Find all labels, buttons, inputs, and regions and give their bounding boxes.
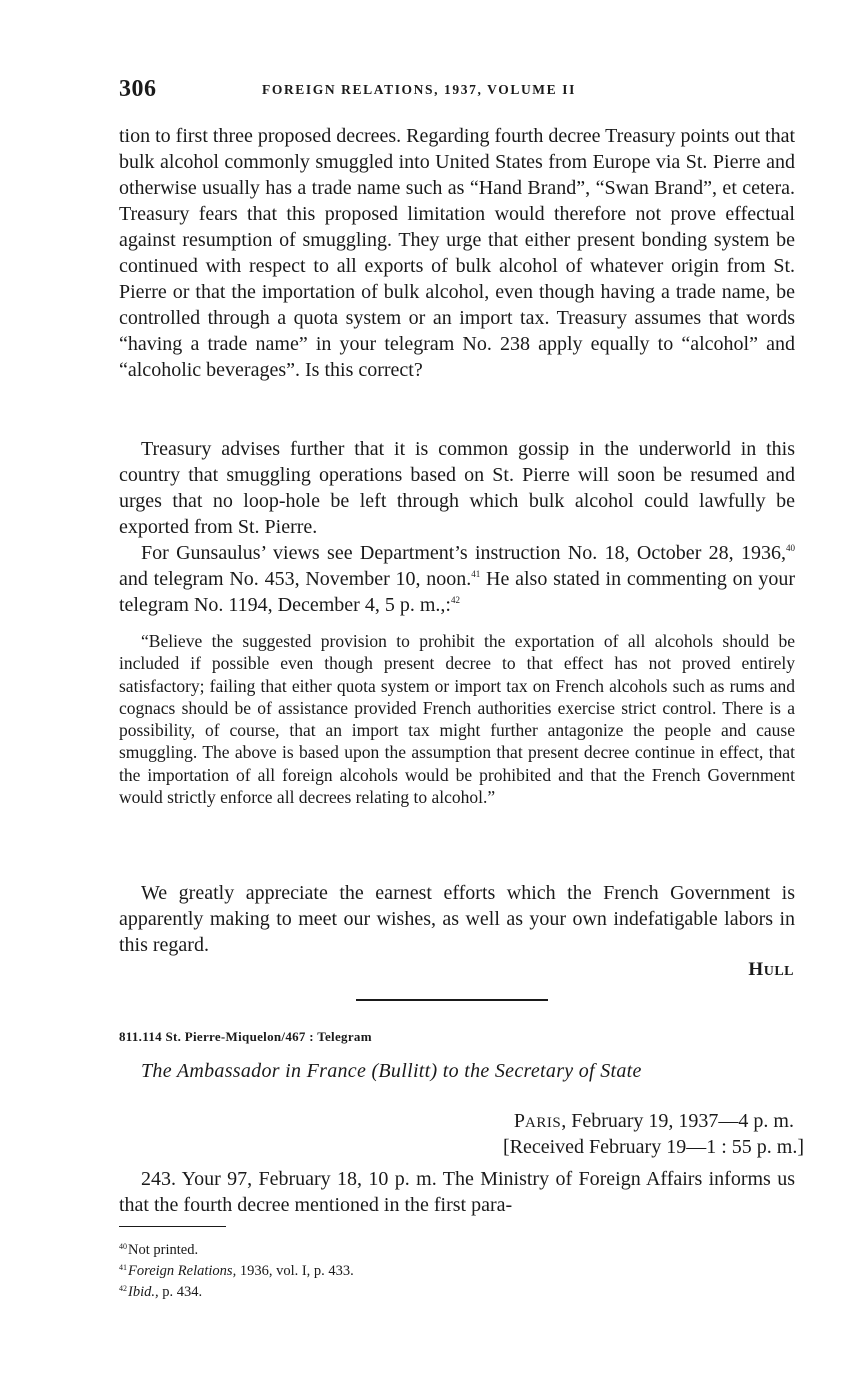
body-paragraph-1: tion to first three proposed decrees. Regarding fourth decree Treasury points out that bulk alcohol commonly smuggled into United States from Europe via St. Pierre and otherwise usually has a trade name such as “Hand Brand”, “Swan Brand”, et cetera. Treasury fears that this proposed limitation would therefore not prove effectual against resumption of smuggling. They urge that either present bonding system be continued with respect to all exports of bulk alcohol of whatever origin from St. Pierre or that the importation of bulk alcohol, even though having a trade name, be controlled through a quota system or an import tax. Treasury assumes that words “having a trade name” in your telegram No. 238 apply equally to “alcohol” and “alcoholic beverages”. Is this correct?	[119, 125, 795, 381]
footnotes	[119, 1238, 354, 1301]
footnote-ref-41: 41	[471, 569, 481, 579]
file-reference: 811.114 St. Pierre-Miquelon/467 : Telegram	[119, 1029, 372, 1044]
footnote-ref-40: 40	[786, 543, 795, 553]
body-paragraph-3	[119, 540, 795, 618]
running-title: FOREIGN RELATIONS, 1937, VOLUME II	[262, 82, 576, 97]
body-paragraph-4: We greatly appreciate the earnest efforts which the French Government is apparently making to meet our wishes, as well as your own indefatigable labors in this regard.	[119, 882, 795, 956]
footnote-42: $^{42}$Ibid., p. 434.	[119, 1284, 203, 1300]
page-number: 306	[119, 76, 157, 102]
section-divider	[356, 999, 548, 1001]
dateline: PARIS, February 19, 1937—4 p. m.	[513, 1110, 794, 1132]
document-title: The Ambassador in France (Bullitt) to the Secretary of State	[141, 1060, 642, 1082]
footnote-ref-42: 42	[450, 595, 460, 605]
paragraph-text: and telegram No. 453, November 10, noon.	[119, 568, 472, 590]
footnote-40: $^{40}$Not printed.	[119, 1242, 199, 1258]
telegram-paragraph-1: 243. Your 97, February 18, 10 p. m. The Ministry of Foreign Affairs informs us that the fourth decree mentioned in the first para-	[119, 1168, 795, 1216]
received-line: [Received February 19—1 : 55 p. m.]	[502, 1136, 804, 1158]
footnote-divider	[119, 1226, 226, 1227]
paragraph-text: For Gunsaulus’ views see Department’s instruction No. 18, October 28, 1936,	[141, 542, 786, 564]
signature: HULL	[748, 959, 794, 980]
body-paragraph-2: Treasury advises further that it is common gossip in the underworld in this country that smuggling operations based on St. Pierre will soon be resumed and urges that no loop-hole be left through which bulk alcohol could lawfully be exported from St. Pierre.	[119, 438, 795, 538]
page-header	[119, 76, 795, 106]
block-quote: “Believe the suggested provision to prohibit the exportation of all alcohols should be included if possible even though present decree to that effect has not proved entirely satisfactory; failing that either quota system or import tax on French alcohols such as rums and cognacs should be of assistance provided French authorities exercise strict control. There is a possibility, of course, that an import tax might further antagonize the people and cause smuggling. The above is based upon the assumption that present decree continue in effect, that the importation of all foreign alcohols would be prohibited and that the French Government would strictly enforce all decrees relating to alcohol.”	[119, 631, 795, 808]
footnote-41: $^{41}$Foreign Relations, 1936, vol. I, p. 433.	[119, 1263, 354, 1279]
paragraph-text: He also stated in commenting on your telegram No. 1194, December 4, 5 p. m.,:	[119, 568, 796, 616]
